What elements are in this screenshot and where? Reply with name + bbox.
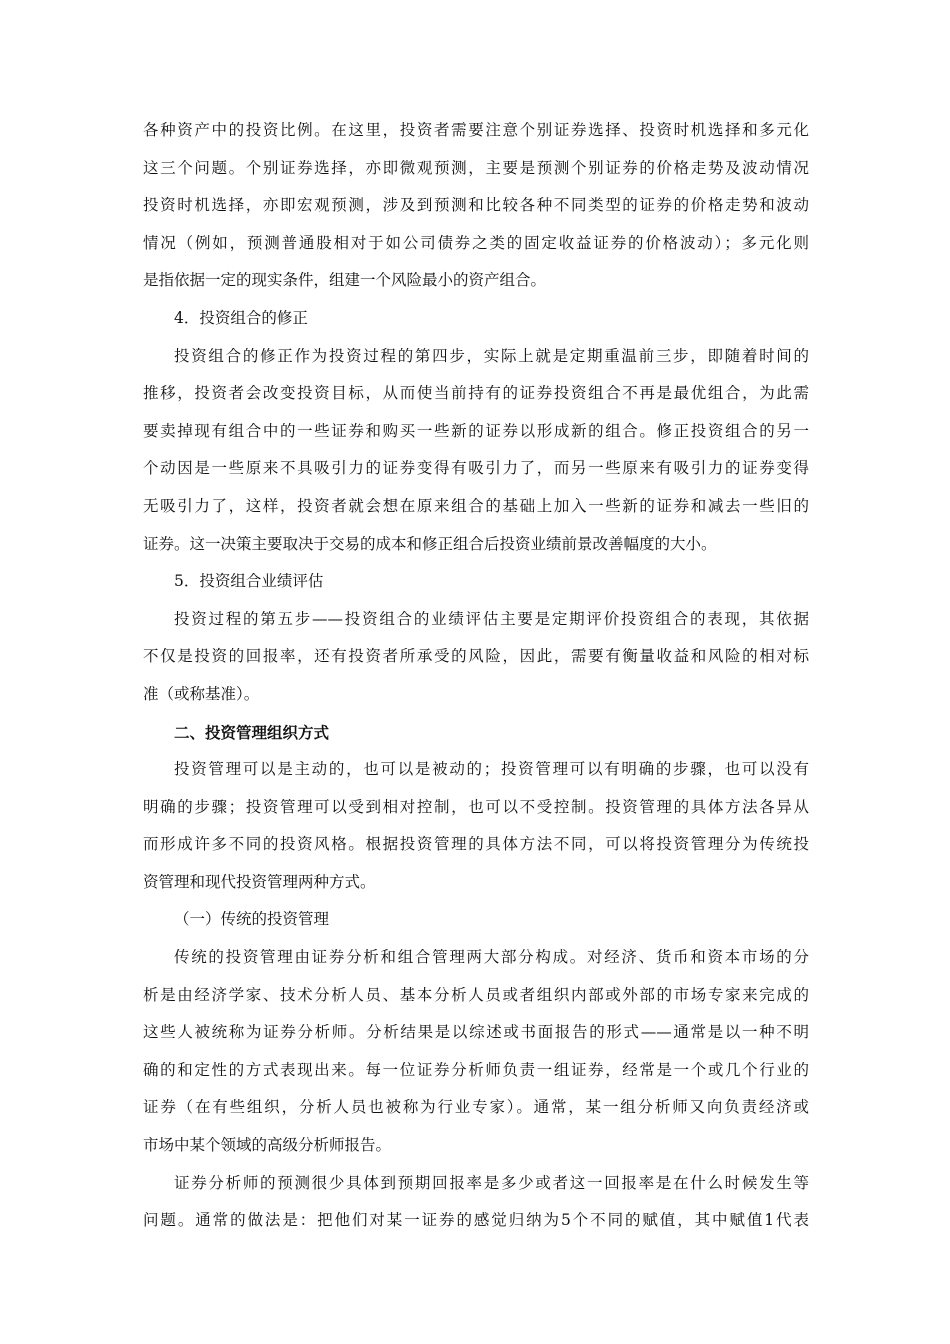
text-line: 传统的投资管理由证券分析和组合管理两大部分构成。对经济、货币和资本市场的分	[174, 948, 809, 967]
text-line: 投资过程的第五步——投资组合的业绩评估主要是定期评价投资组合的表现，其依据	[174, 609, 809, 628]
text-line: 证券分析师的预测很少具体到预期回报率是多少或者这一回报率是在什么时候发生等	[174, 1173, 809, 1192]
text-line: 准（或称基准）。	[143, 684, 260, 703]
text-line: 情况（例如，预测普通股相对于如公司债券之类的固定收益证券的价格波动）；多元化则	[143, 233, 809, 252]
text-line: 问题。通常的做法是：把他们对某一证券的感觉归纳为5个不同的赋值，其中赋值1代表	[143, 1211, 809, 1230]
section-heading: 5．投资组合业绩评估	[174, 572, 324, 591]
text-line: 证券。这一决策主要取决于交易的成本和修正组合后投资业绩前景改善幅度的大小。	[143, 534, 717, 553]
document-page	[143, 112, 809, 1240]
subsection-heading: （一）传统的投资管理	[174, 910, 330, 929]
section-heading: 4．投资组合的修正	[174, 308, 308, 327]
text-line: 无吸引力了，这样，投资者就会想在原来组合的基础上加入一些新的证券和减去一些旧的	[143, 496, 809, 515]
text-line: 确的和定性的方式表现出来。每一位证券分析师负责一组证券，经常是一个或几个行业的	[143, 1060, 809, 1079]
text-line: 析是由经济学家、技术分析人员、基本分析人员或者组织内部或外部的市场专家来完成的	[143, 985, 809, 1004]
text-line: 这些人被统称为证券分析师。分析结果是以综述或书面报告的形式——通常是以一种不明	[143, 1023, 809, 1042]
text-line: 各种资产中的投资比例。在这里，投资者需要注意个别证券选择、投资时机选择和多元化	[143, 121, 809, 139]
text-line: 投资组合的修正作为投资过程的第四步，实际上就是定期重温前三步，即随着时间的	[174, 346, 809, 365]
text-line: 是指依据一定的现实条件，组建一个风险最小的资产组合。	[143, 271, 547, 290]
text-line: 投资管理可以是主动的，也可以是被动的；投资管理可以有明确的步骤，也可以没有	[174, 760, 809, 779]
text-line: 证券（在有些组织，分析人员也被称为行业专家）。通常，某一组分析师又向负责经济或	[143, 1098, 809, 1117]
text-line: 推移，投资者会改变投资目标，从而使当前持有的证券投资组合不再是最优组合，为此需	[143, 384, 809, 403]
text-line: 这三个问题。个别证券选择，亦即微观预测，主要是预测个别证券的价格走势及波动情况	[143, 158, 809, 177]
text-line: 市场中某个领域的高级分析师报告。	[143, 1136, 392, 1155]
text-line: 个动因是一些原来不具吸引力的证券变得有吸引力了，而另一些原来有吸引力的证券变得	[143, 459, 809, 478]
text-line: 而形成许多不同的投资风格。根据投资管理的具体方法不同，可以将投资管理分为传统投	[143, 835, 809, 854]
text-line: 不仅是投资的回报率，还有投资者所承受的风险，因此，需要有衡量收益和风险的相对标	[143, 647, 809, 666]
text-line: 明确的步骤；投资管理可以受到相对控制，也可以不受控制。投资管理的具体方法各异从	[143, 797, 809, 816]
text-line: 资管理和现代投资管理两种方式。	[143, 872, 376, 891]
text-line: 投资时机选择，亦即宏观预测，涉及到预测和比较各种不同类型的证券的价格走势和波动	[143, 196, 809, 215]
chapter-heading: 二、投资管理组织方式	[174, 722, 330, 742]
text-line: 要卖掉现有组合中的一些证券和购买一些新的证券以形成新的组合。修正投资组合的另一	[143, 421, 809, 440]
